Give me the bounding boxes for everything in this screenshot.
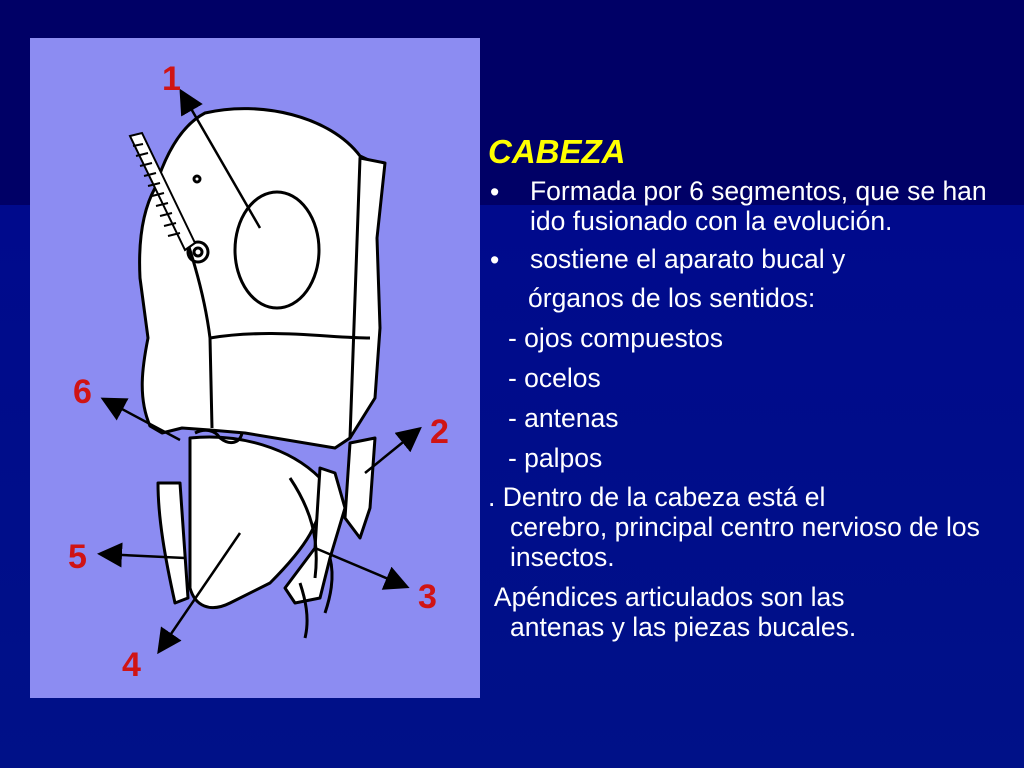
paragraph-rest: antenas y las piezas bucales.	[510, 612, 857, 642]
slide-heading: CABEZA	[488, 133, 626, 170]
paragraph-first-line: . Dentro de la cabeza está el	[488, 482, 826, 512]
label-5: 5	[68, 538, 87, 576]
label-2: 2	[430, 413, 449, 451]
sub-item-palps: - palpos	[508, 443, 603, 473]
bullet-text: sostiene el aparato bucal y	[530, 244, 846, 274]
bullet-item	[488, 244, 1008, 276]
insect-head-diagram	[30, 38, 480, 698]
bullet-item	[488, 176, 1008, 236]
insect-head-drawing	[30, 38, 480, 698]
label-6: 6	[73, 373, 92, 411]
label-1: 1	[162, 60, 181, 98]
slide-text	[488, 132, 1008, 642]
label-3: 3	[418, 578, 437, 616]
bullet-continuation: órganos de los sentidos:	[528, 283, 816, 313]
label-4: 4	[122, 646, 141, 684]
sub-item-ocelli: - ocelos	[508, 363, 601, 393]
bullet-dot: •	[490, 245, 500, 275]
sub-item-compound-eyes: - ojos compuestos	[508, 323, 724, 353]
paragraph-brain	[488, 482, 1008, 572]
bullet-dot: •	[490, 177, 500, 207]
sub-item-antennae: - antenas	[508, 403, 619, 433]
bullet-text: Formada por 6 segmentos, que se han ido fusionado con la evolución.	[530, 176, 987, 236]
paragraph-first-line: Apéndices articulados son las	[488, 582, 845, 612]
paragraph-rest: cerebro, principal centro nervioso de los insectos.	[510, 512, 980, 572]
paragraph-appendages	[488, 582, 1008, 642]
